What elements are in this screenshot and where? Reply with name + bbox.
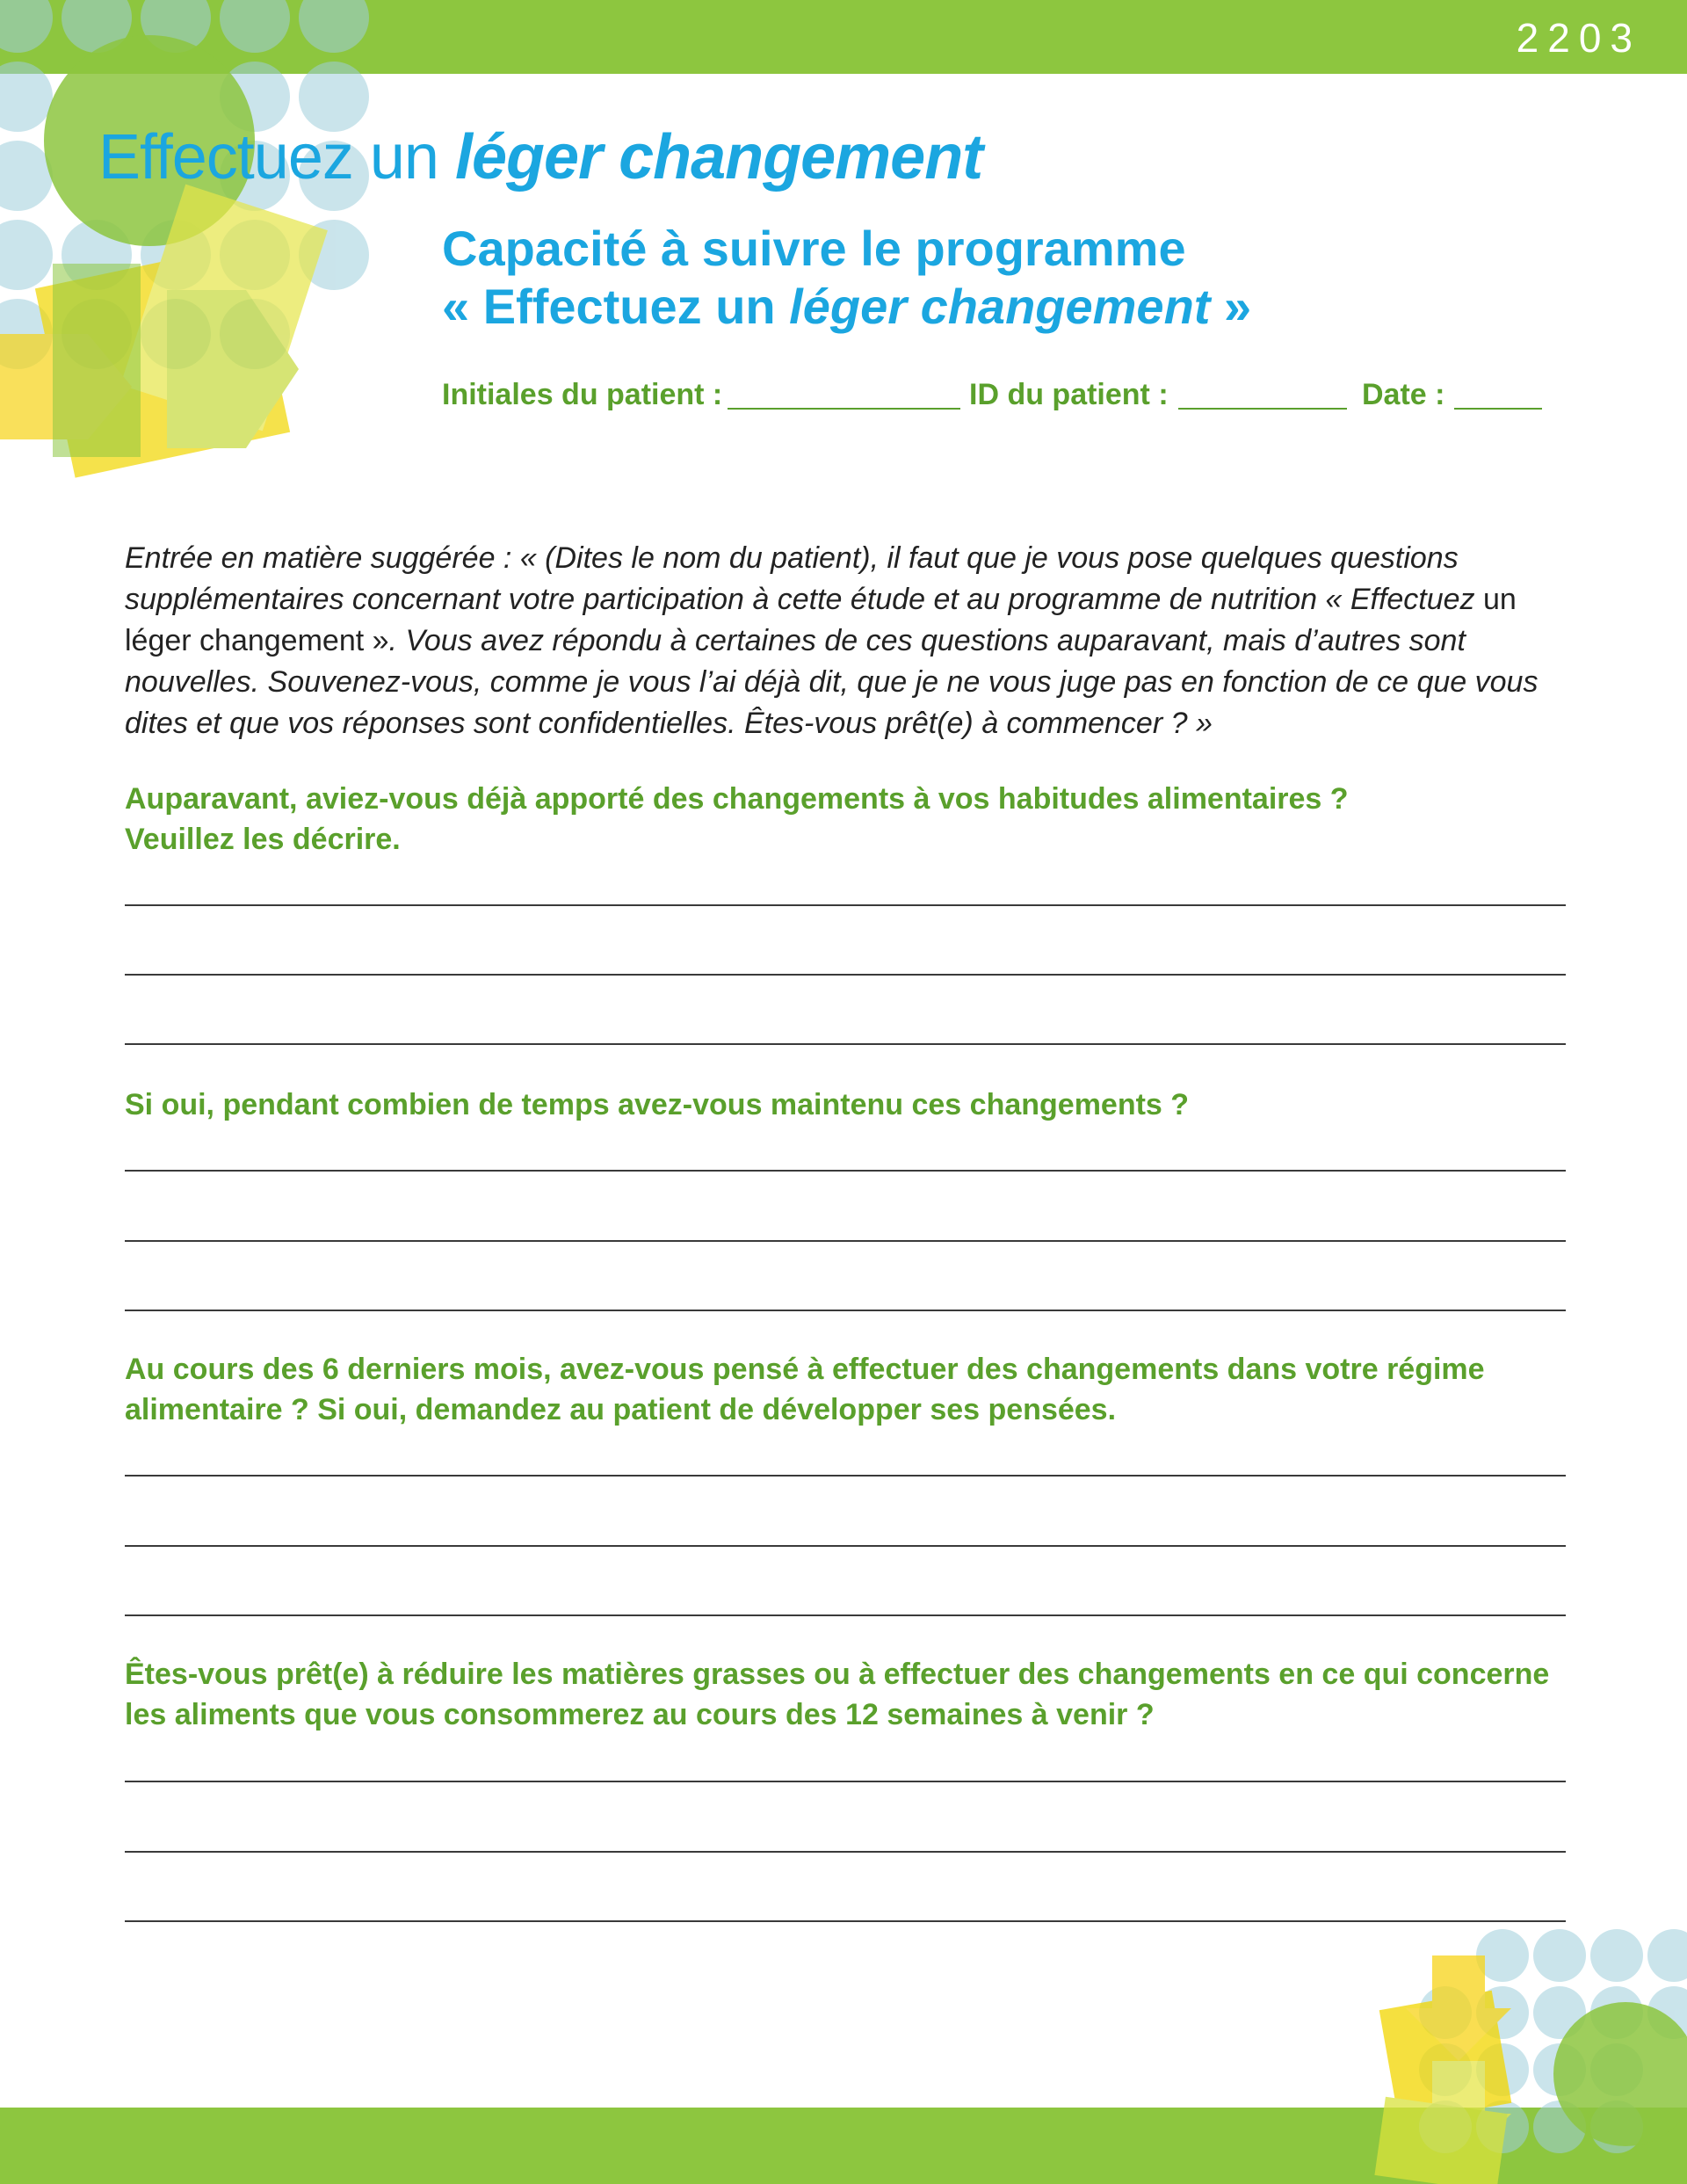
question-3	[125, 1349, 1575, 1430]
form-title-close: »	[1210, 279, 1252, 334]
form-title-open: « Effectuez un	[442, 279, 790, 334]
initials-field[interactable]	[728, 408, 960, 410]
question-4-line1: Êtes-vous prêt(e) à réduire les matières grasses ou à effectuer des changements en ce qui concerne	[125, 1658, 1550, 1691]
question-4	[125, 1654, 1575, 1735]
brand-emphasis: léger changement	[454, 122, 983, 192]
answer-line[interactable]	[125, 1043, 1566, 1045]
intro-paragraph	[125, 538, 1566, 744]
answer-line[interactable]	[125, 1920, 1566, 1922]
answer-line[interactable]	[125, 1545, 1566, 1547]
answer-line[interactable]	[125, 1781, 1566, 1782]
answer-line[interactable]	[125, 1170, 1566, 1172]
answer-line[interactable]	[125, 904, 1566, 906]
question-2	[125, 1085, 1575, 1125]
brand-title	[98, 121, 982, 193]
initials-label: Initiales du patient :	[442, 378, 723, 411]
brand-plain: Effectuez un	[98, 122, 455, 192]
top-left-decoration	[0, 0, 369, 510]
page-number: 2203	[1516, 15, 1641, 61]
question-3-line1: Au cours des 6 derniers mois, avez-vous pensé à effectuer des changements dans votre régime	[125, 1353, 1485, 1386]
question-4-line2: les aliments que vous consommerez au cours des 12 semaines à venir ?	[125, 1698, 1155, 1731]
date-label: Date :	[1362, 378, 1445, 411]
patient-id-field[interactable]	[1178, 408, 1347, 410]
form-title-emphasis: léger changement	[789, 279, 1211, 334]
answer-line[interactable]	[125, 974, 1566, 976]
answer-line[interactable]	[125, 1240, 1566, 1242]
patient-id-row	[442, 378, 1584, 422]
question-1-line2: Veuillez les décrire.	[125, 823, 401, 856]
answer-line[interactable]	[125, 1475, 1566, 1477]
question-2-line1: Si oui, pendant combien de temps avez-vous maintenu ces changements ?	[125, 1088, 1190, 1121]
answer-line[interactable]	[125, 1614, 1566, 1616]
answer-line[interactable]	[125, 1851, 1566, 1853]
question-1	[125, 779, 1575, 860]
question-1-line1: Auparavant, aviez-vous déjà apporté des changements à vos habitudes alimentaires ?	[125, 782, 1349, 816]
date-field[interactable]	[1454, 408, 1542, 410]
form-title-line2	[442, 278, 1251, 336]
intro-lead: Entrée en matière suggérée :	[125, 541, 520, 575]
patient-id-label: ID du patient :	[969, 378, 1169, 411]
intro-text-b: . Vous avez répondu à certaines de ces questions auparavant, mais d’autres sont nouvelles. Souvenez-vous, comme je vous l’ai déjà dit, que je ne vous juge pas en fonction de ce que vous dites et que vos réponses sont confidentielles. Êtes-vous prêt(e) à commencer ? »	[125, 624, 1539, 740]
form-title	[442, 220, 1251, 336]
answer-line[interactable]	[125, 1310, 1566, 1311]
bottom-right-decoration	[1371, 1929, 1687, 2184]
question-3-line2: alimentaire ? Si oui, demandez au patient de développer ses pensées.	[125, 1393, 1117, 1426]
intro-text-a: « (Dites le nom du patient), il faut que je vous pose quelques questions supplémentaires concernant votre participation à cette étude et au programme de nutrition « Effectuez	[125, 541, 1484, 616]
intro-text-upright: un léger changement »	[125, 583, 1517, 657]
form-title-line1: Capacité à suivre le programme	[442, 221, 1186, 276]
